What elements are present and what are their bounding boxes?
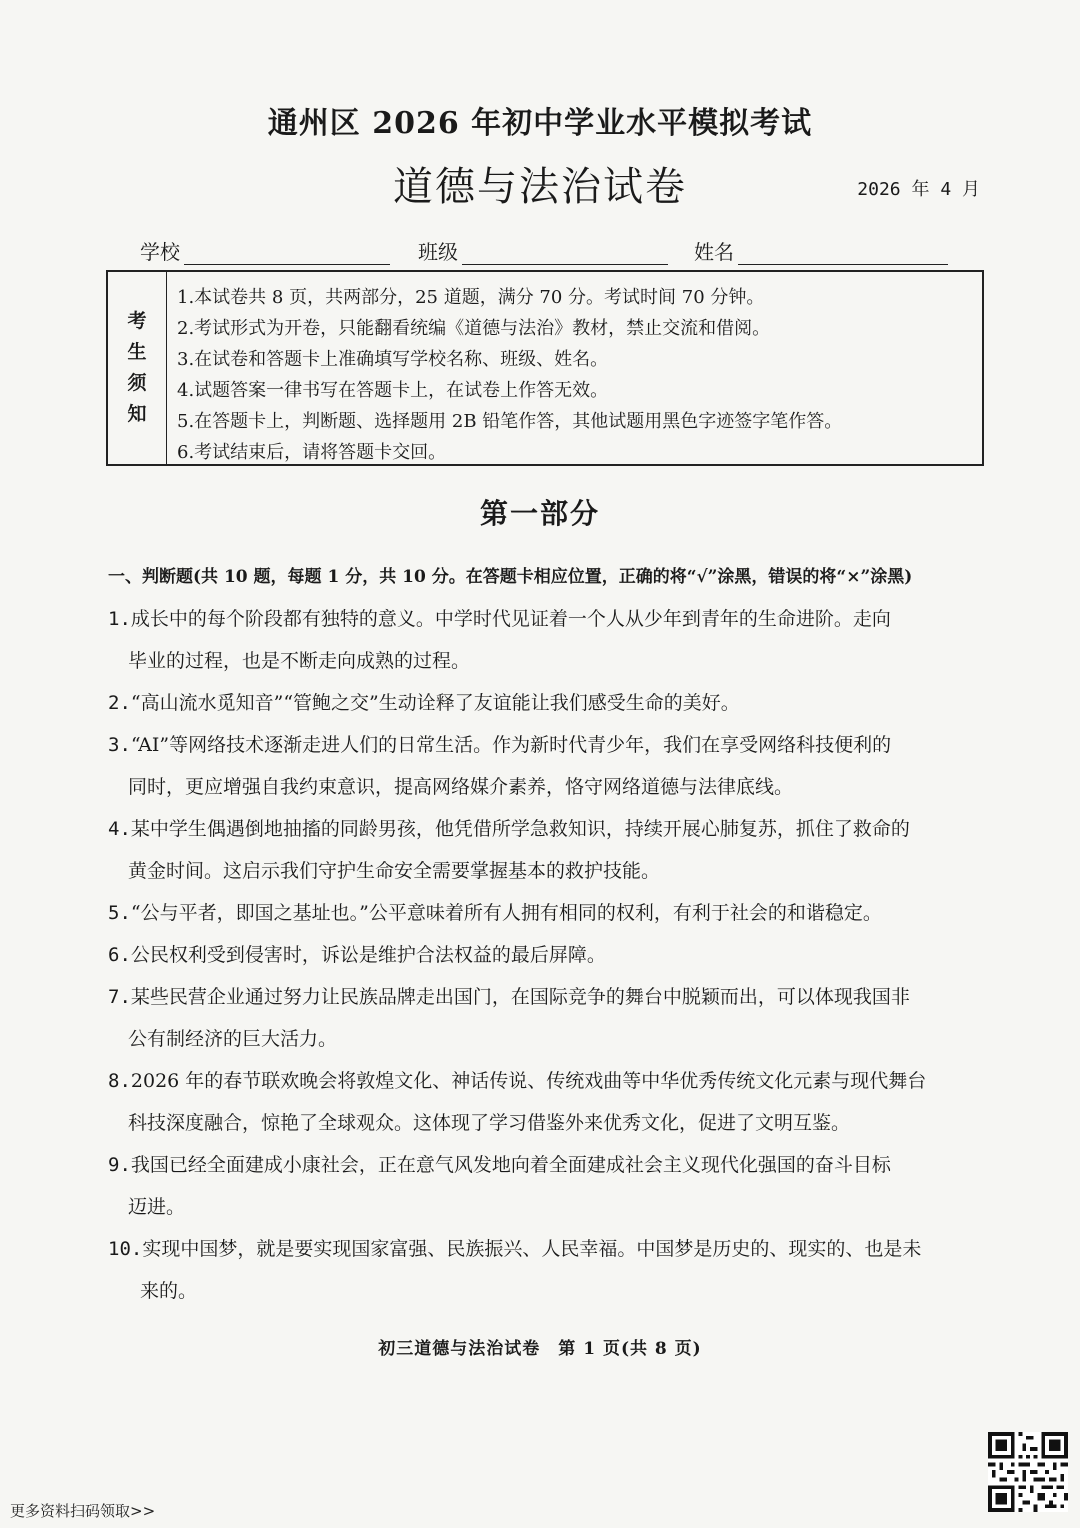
qr-code-icon[interactable] xyxy=(988,1432,1068,1512)
notice-label xyxy=(108,272,167,464)
notice-items xyxy=(167,272,982,464)
question-text: 毕业的过程，也是不断走向成熟的过程。 xyxy=(128,650,471,672)
notice-item: 4.试题答案一律书写在答题卡上，在试卷上作答无效。 xyxy=(177,380,609,401)
question-line xyxy=(108,934,988,976)
question-text: “公与平者，即国之基址也。”公平意味着所有人拥有相同的权利，有利于社会的和谐稳定。 xyxy=(130,902,882,924)
question-number: 9. xyxy=(108,1154,131,1176)
question-text: 科技深度融合，惊艳了全球观众。这体现了学习借鉴外来优秀文化，促进了文明互鉴。 xyxy=(128,1112,851,1134)
question-number: 2. xyxy=(108,692,131,714)
question-text: 实现中国梦，就是要实现国家富强、民族振兴、人民幸福。中国梦是历史的、现实的、也是未 xyxy=(142,1238,922,1260)
question-line xyxy=(108,892,988,934)
question-text: “AI”等网络技术逐渐走进人们的日常生活。作为新时代青少年，我们在享受网络科技便利的 xyxy=(130,734,892,756)
question-text: 2026 年的春节联欢晚会将敦煌文化、神话传说、传统戏曲等中华优秀传统文化元素与现代舞台 xyxy=(130,1070,927,1092)
page-footer: 初三道德与法治试卷 第 1 页(共 8 页) xyxy=(378,1339,702,1359)
question-line xyxy=(108,1102,988,1144)
question-line xyxy=(108,1186,988,1228)
notice-label-char: 须 xyxy=(127,372,147,394)
school-label: 学校 xyxy=(140,240,180,264)
notice-item: 2.考试形式为开卷，只能翻看统编《道德与法治》教材，禁止交流和借阅。 xyxy=(177,318,771,339)
question-line xyxy=(108,850,988,892)
name-label: 姓名 xyxy=(694,240,734,264)
question-text: 公民权利受到侵害时，诉讼是维护合法权益的最后屏障。 xyxy=(130,944,606,966)
question-number: 6. xyxy=(108,944,131,966)
question-number: 10. xyxy=(108,1238,143,1260)
question-line xyxy=(108,682,988,724)
exam-title: 通州区 2026 年初中学业水平模拟考试 xyxy=(267,106,813,141)
exam-date: 2026 年 4 月 xyxy=(857,179,980,200)
question-text: 我国已经全面建成小康社会，正在意气风发地向着全面建成社会主义现代化强国的奋斗目标 xyxy=(130,1154,891,1176)
question-text: 同时，更应增强自我约束意识，提高网络媒介素养，恪守网络道德与法律底线。 xyxy=(128,776,794,798)
question-number: 5. xyxy=(108,902,131,924)
notice-item: 5.在答题卡上，判断题、选择题用 2B 铅笔作答，其他试题用黑色字迹签字笔作答。 xyxy=(177,411,843,432)
question-text: 黄金时间。这启示我们守护生命安全需要掌握基本的救护技能。 xyxy=(128,860,661,882)
question-text: “高山流水觅知音”“管鲍之交”生动诠释了友谊能让我们感受生命的美好。 xyxy=(130,692,740,714)
notice-item: 6.考试结束后，请将答题卡交回。 xyxy=(177,442,447,463)
question-line xyxy=(108,808,988,850)
question-line xyxy=(108,1228,988,1270)
question-line xyxy=(108,766,988,808)
question-line xyxy=(108,724,988,766)
question-line xyxy=(108,1270,988,1312)
school-blank[interactable] xyxy=(184,242,390,265)
name-field[interactable] xyxy=(694,236,948,265)
class-blank[interactable] xyxy=(462,242,668,265)
question-number: 7. xyxy=(108,986,131,1008)
question-line xyxy=(108,1060,988,1102)
question-text: 某些民营企业通过努力让民族品牌走出国门，在国际竞争的舞台中脱颖而出，可以体现我国非 xyxy=(130,986,910,1008)
question-line xyxy=(108,1144,988,1186)
school-field[interactable] xyxy=(140,236,390,265)
notice-label-char: 考 xyxy=(127,310,147,332)
question-list xyxy=(108,598,988,1312)
more-materials-link[interactable]: 更多资料扫码领取>> xyxy=(10,1502,156,1520)
question-text: 公有制经济的巨大活力。 xyxy=(128,1028,338,1050)
notice-item: 3.在试卷和答题卡上准确填写学校名称、班级、姓名。 xyxy=(177,349,609,370)
question-line xyxy=(108,976,988,1018)
notice-label-char: 生 xyxy=(127,341,147,363)
question-line xyxy=(108,1018,988,1060)
question-text: 某中学生偶遇倒地抽搐的同龄男孩，他凭借所学急救知识，持续开展心肺复苏，抓住了救命的 xyxy=(130,818,910,840)
question-text: 来的。 xyxy=(140,1280,198,1302)
name-blank[interactable] xyxy=(738,242,948,265)
section-title: 第一部分 xyxy=(479,497,600,530)
notice-item: 1.本试卷共 8 页，共两部分，25 道题，满分 70 分。考试时间 70 分钟。 xyxy=(177,287,765,308)
section-instruction: 一、判断题(共 10 题，每题 1 分，共 10 分。在答题卡相应位置，正确的将“√”涂黑，错误的将“×”涂黑) xyxy=(108,567,913,587)
paper-title: 道德与法治试卷 xyxy=(393,164,687,210)
question-number: 3. xyxy=(108,734,131,756)
question-number: 8. xyxy=(108,1070,131,1092)
question-text: 成长中的每个阶段都有独特的意义。中学时代见证着一个人从少年到青年的生命进阶。走向 xyxy=(130,608,891,630)
question-line xyxy=(108,640,988,682)
question-number: 1. xyxy=(108,608,131,630)
question-text: 迈进。 xyxy=(128,1196,186,1218)
notice-label-char: 知 xyxy=(127,403,147,425)
question-line xyxy=(108,598,988,640)
examinee-notice-box xyxy=(106,270,984,466)
class-field[interactable] xyxy=(418,236,668,265)
class-label: 班级 xyxy=(418,240,458,264)
question-number: 4. xyxy=(108,818,131,840)
